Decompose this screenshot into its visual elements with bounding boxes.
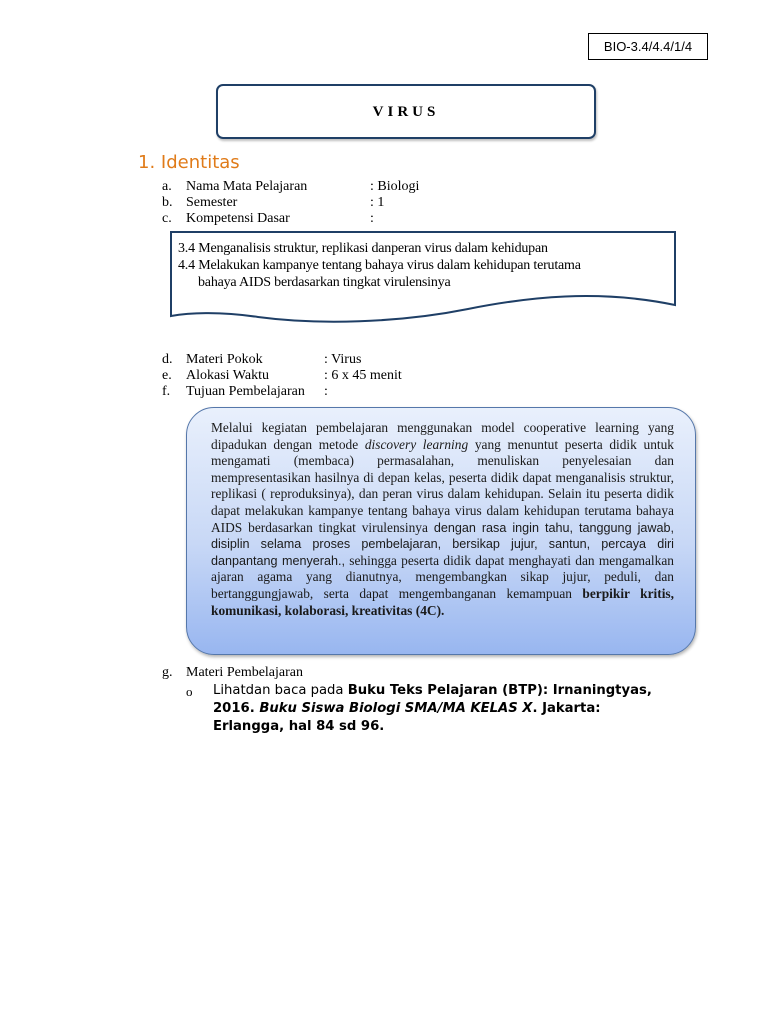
identity-row-b (162, 195, 462, 211)
kd-line-2: 4.4 Melakukan kampanye tentang bahaya virus dalam kehidupan terutama (178, 258, 581, 273)
item-label: Materi Pembelajaran (186, 665, 304, 680)
reference-plain: Lihatdan baca pada (213, 683, 348, 698)
item-label: Alokasi Waktu (186, 368, 269, 383)
identity-row-a (162, 179, 462, 195)
item-value: : (324, 384, 328, 399)
goal-4c-bold: berpikir kritis, komunikasi, kolaborasi, kreativitas (4C) (211, 585, 674, 618)
document-title: VIRUS (372, 104, 440, 120)
item-value: : Virus (324, 352, 362, 367)
section-heading (138, 152, 240, 173)
item-letter: d. (162, 352, 173, 367)
reference-book-title: Buku Siswa Biologi SMA/MA KELAS X (259, 701, 533, 716)
item-label: Materi Pokok (186, 352, 263, 367)
identity-row-c (162, 211, 462, 227)
item-letter: g. (162, 665, 173, 680)
reference-bullet: o (186, 684, 193, 699)
item-letter: b. (162, 195, 173, 210)
item-label: Semester (186, 195, 238, 210)
identity-row-g (162, 665, 462, 681)
item-value: : 1 (370, 195, 385, 210)
section-title: Identitas (160, 152, 240, 173)
learning-goal-text (211, 420, 674, 619)
item-value: : 6 x 45 menit (324, 368, 402, 383)
item-label: Tujuan Pembelajaran (186, 384, 305, 399)
item-label: Nama Mata Pelajaran (186, 179, 308, 194)
goal-attitude-text: dengan rasa ingin tahu, tanggung jawab, disiplin selama proses pembelajaran, bersikap jujur, santun, percaya diri danpantang menyerah., (211, 520, 674, 568)
item-letter: a. (162, 179, 172, 194)
kompetensi-dasar-text (178, 240, 668, 291)
identity-row-f (162, 384, 462, 400)
kd-line-1: 3.4 Menganalisis struktur, replikasi danperan virus dalam kehidupan (178, 241, 548, 256)
identity-row-d (162, 352, 462, 368)
reference-publisher: . Jakarta: Erlangga, hal 84 sd 96. (213, 701, 601, 734)
title-box (216, 84, 596, 139)
kd-line-3: bahaya AIDS berdasarkan tingkat virulensinya (198, 275, 451, 290)
item-letter: e. (162, 368, 172, 383)
item-letter: f. (162, 384, 171, 399)
item-label: Kompetensi Dasar (186, 211, 290, 226)
goal-part-1: Melalui kegiatan pembelajaran menggunakan model cooperative learning yang dipadukan dengan metode (211, 420, 674, 452)
document-code: BIO-3.4/4.4/1/4 (603, 39, 693, 54)
section-number: 1. (138, 152, 156, 173)
reference-author: Buku Teks Pelajaran (BTP): Irnaningtyas, 2016. (213, 683, 652, 716)
goal-part-4: sehingga peserta didik dapat menghayati dan mengamalkan ajaran agama yang dianutnya, mengembangkan sikap jujur, peduli, dan bertanggungjawab, serta dapat mengembanganan kemampuan (211, 552, 674, 601)
item-letter: c. (162, 211, 172, 226)
goal-period: . (441, 602, 445, 618)
item-value: : (370, 211, 374, 226)
item-value: : Biologi (370, 179, 420, 194)
document-code-box (588, 33, 708, 60)
goal-part-2: yang menuntut peserta didik untuk mengamati (membaca) permasalahan, menuliskan penyelesaian dan mempresentasikan hasilnya di depan kelas, peserta didik dapat menganalisis struktur, replikasi ( reproduksinya), dan peran virus dalam kehidupan. Selain itu peserta didik dapat melakukan kampanye tentang bahaya virus dalam kehidupan terutama bahaya AIDS berdasarkan tingkat virulensinya (211, 436, 675, 535)
identity-row-e (162, 368, 462, 384)
reference-text (213, 682, 673, 736)
goal-method-italic: discovery learning (364, 436, 469, 452)
